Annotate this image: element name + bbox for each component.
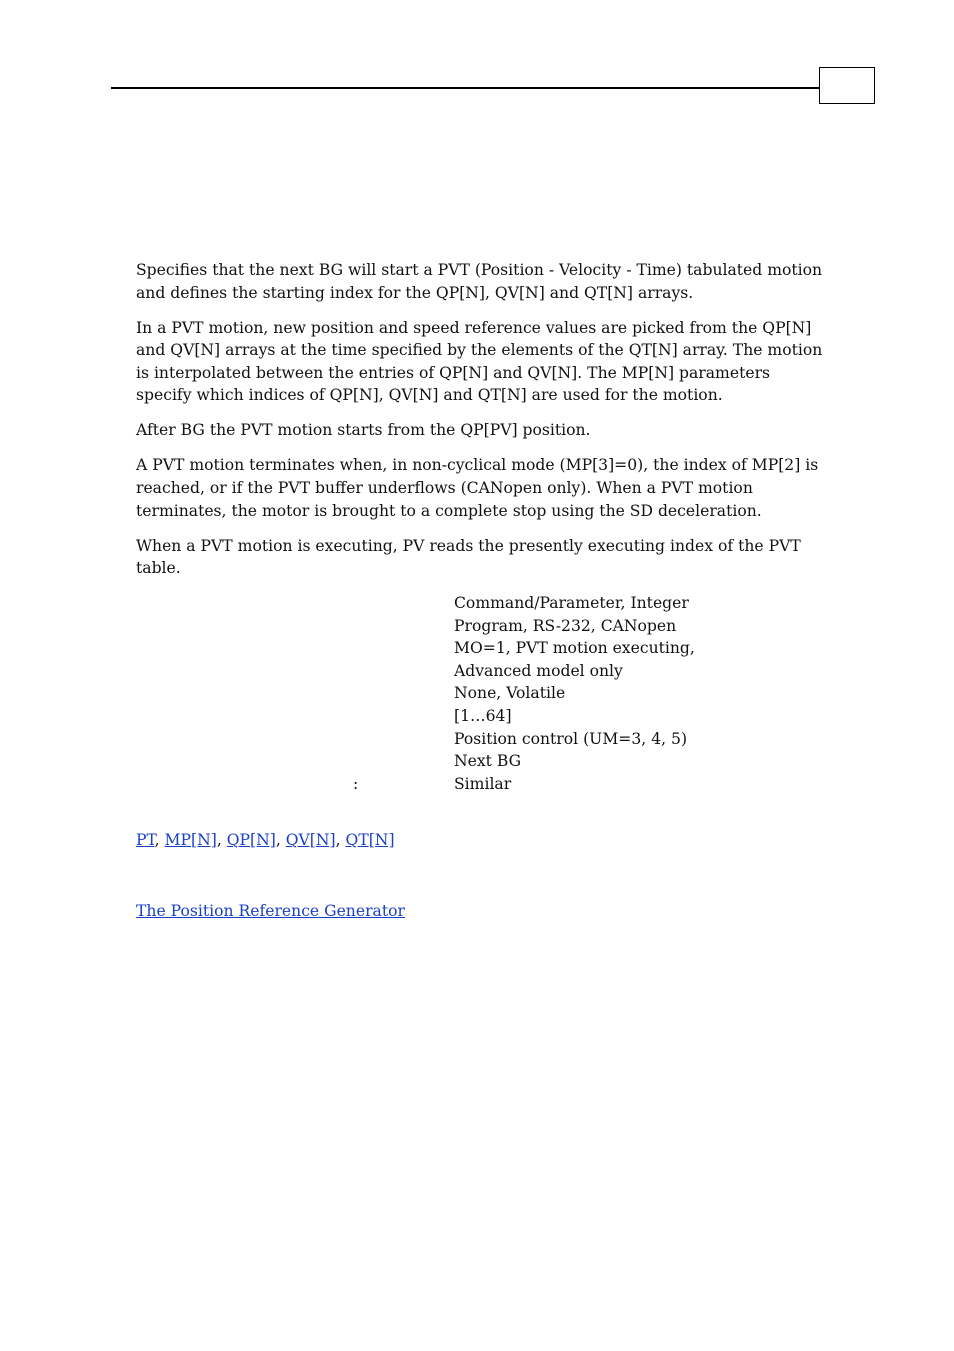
description-paragraph-4: A PVT motion terminates when, in non-cyclical mode (MP[3]=0), the index of MP[2] is reached, or if the PVT buffer underflows (CANopen only). When a PVT motion terminates, the motor is brought to a complete stop using the SD deceleration. <box>136 456 819 520</box>
attribute-range-value: [1…64] <box>454 707 512 726</box>
link-separator: , <box>216 831 227 849</box>
description-paragraph-2: In a PVT motion, new position and speed reference values are picked from the QP[N] and QV[N] arrays at the time specified by the elements of the QT[N] array. The motion is interpolated between the entries of QP[N] and QV[N]. The MP[N] parameters specify which indices of QP[N], QV[N] and QT[N] are used for the motion. <box>136 318 823 405</box>
attribute-source-value: Program, RS-232, CANopen <box>454 616 677 635</box>
attribute-unit-modes-value: Position control (UM=3, 4, 5) <box>454 729 688 748</box>
link-pt[interactable]: PT <box>136 831 155 849</box>
related-commands-links <box>136 829 395 852</box>
see-also-section <box>136 900 405 923</box>
link-qp[interactable]: QP[N] <box>226 831 276 849</box>
attribute-row-unit-modes <box>136 728 826 751</box>
attribute-row-save <box>136 682 826 705</box>
link-separator: , <box>335 831 346 849</box>
attribute-row-type <box>136 592 826 615</box>
link-qt[interactable]: QT[N] <box>345 831 395 849</box>
attribute-compatibility-value: Similar <box>454 774 512 793</box>
description-paragraph-5: When a PVT motion is executing, PV reads the presently executing index of the PVT table. <box>136 536 801 578</box>
page-number-box <box>819 67 875 104</box>
attributes-table <box>136 592 826 795</box>
attribute-compatibility-colon: : <box>353 774 359 793</box>
link-separator: , <box>154 831 165 849</box>
link-qv[interactable]: QV[N] <box>285 831 336 849</box>
attribute-save-value: None, Volatile <box>454 684 566 703</box>
link-position-reference-generator[interactable]: The Position Reference Generator <box>136 902 405 920</box>
link-mp[interactable]: MP[N] <box>164 831 217 849</box>
link-separator: , <box>275 831 286 849</box>
description-paragraph-1: Specifies that the next BG will start a PVT (Position - Velocity - Time) tabulated motion and defines the starting index for the QP[N], QV[N] and QT[N] arrays. <box>136 261 823 302</box>
attribute-activation-value: Next BG <box>454 752 522 771</box>
header-rule <box>111 87 819 89</box>
attribute-type-value: Command/Parameter, Integer <box>454 594 689 613</box>
attribute-row-compatibility <box>136 773 826 796</box>
attribute-restrictions-value-line1: MO=1, PVT motion executing, <box>454 639 695 658</box>
attribute-row-range <box>136 705 826 728</box>
attribute-row-activation <box>136 750 826 773</box>
attribute-row-source <box>136 615 826 638</box>
attribute-restrictions-value-line2: Advanced model only <box>454 661 623 680</box>
description-section <box>136 259 826 795</box>
description-paragraph-3: After BG the PVT motion starts from the QP[PV] position. <box>136 421 591 440</box>
attribute-row-restrictions <box>136 637 826 682</box>
